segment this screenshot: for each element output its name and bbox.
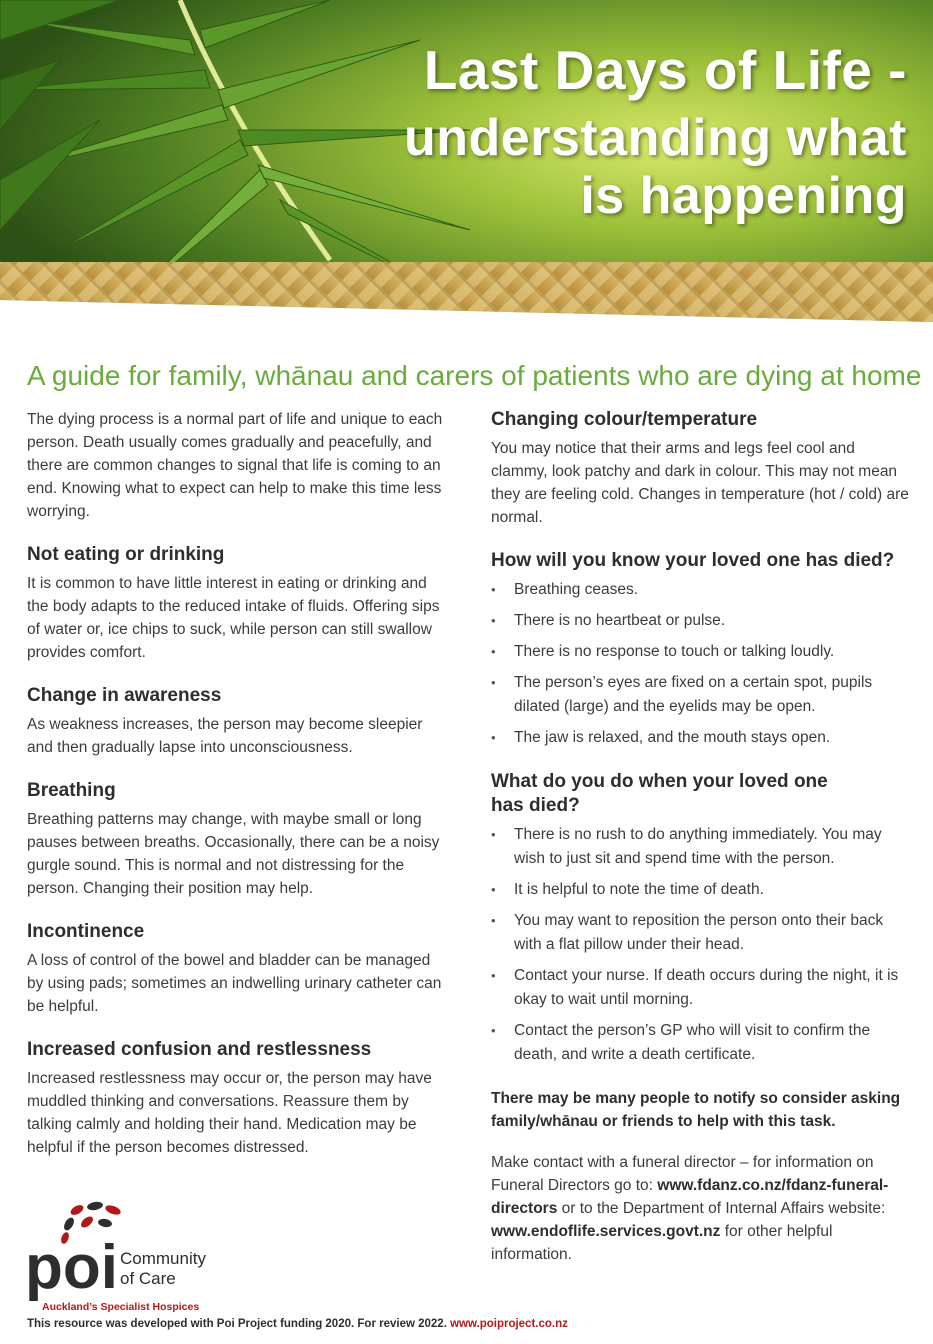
- list-item: • There is no rush to do anything immediately. You may wish to just sit and spend time with the person.: [491, 823, 911, 871]
- section-incontinence: [27, 920, 447, 1018]
- list-item: • Breathing ceases.: [491, 578, 911, 602]
- notify-note: There may be many people to notify so consider asking family/whānau or friends to help with this task.: [491, 1090, 901, 1130]
- funeral-text-3: for other helpful information.: [491, 1223, 833, 1263]
- funeral-info: [491, 1151, 911, 1266]
- logo-line-2: of Care: [120, 1269, 176, 1288]
- poi-logo: [25, 1196, 225, 1316]
- section-heading: Incontinence: [27, 921, 145, 942]
- section-colour: [491, 408, 911, 529]
- title-line-2: understanding what: [404, 109, 907, 167]
- section-heading: Change in awareness: [27, 685, 222, 706]
- footer-url[interactable]: www.poiproject.co.nz: [450, 1318, 568, 1330]
- subtitle: A guide for family, whānau and carers of patients who are dying at home: [27, 360, 922, 391]
- section-body: It is common to have little interest in eating or drinking and the body adapts to the reduced intake of fluids. Offering sips of water or, ice chips to suck, while person can still swallow provides comfort.: [27, 575, 440, 661]
- section-heading: Breathing: [27, 780, 116, 801]
- section-confusion: [27, 1038, 447, 1159]
- logo-mark-text: poi: [25, 1233, 118, 1302]
- list-item: • The jaw is relaxed, and the mouth stays open.: [491, 726, 911, 750]
- title-line-1: Last Days of Life -: [423, 39, 907, 101]
- section-heading: Increased confusion and restlessness: [27, 1039, 372, 1060]
- endoflife-link[interactable]: www.endoflife.services.govt.nz: [491, 1223, 721, 1240]
- footer: [27, 1318, 568, 1330]
- section-how-know: [491, 549, 911, 750]
- section-heading: How will you know your loved one has died?: [491, 550, 895, 571]
- section-body: A loss of control of the bowel and bladder can be managed by using pads; sometimes an indwelling urinary catheter can be helpful.: [27, 952, 442, 1015]
- list-item: • You may want to reposition the person onto their back with a flat pillow under their head.: [491, 909, 911, 957]
- section-body: You may notice that their arms and legs feel cool and clammy, look patchy and dark in colour. This may not mean they are feeling cold. Changes in temperature (hot / cold) are normal.: [491, 440, 909, 526]
- hero-banner: [0, 0, 933, 322]
- list-item: • There is no heartbeat or pulse.: [491, 609, 911, 633]
- bullet-list: [491, 578, 911, 750]
- fdanz-link[interactable]: www.fdanz.co.nz/fdanz-funeral-directors: [491, 1177, 889, 1217]
- section-body: Increased restlessness may occur or, the person may have muddled thinking and conversations. Reassure them by talking calmly and holding their hand. Medication may be helpful if the person becomes distressed.: [27, 1070, 432, 1156]
- section-heading: What do you do when your loved one has died?: [491, 771, 828, 816]
- list-item: • It is helpful to note the time of death.: [491, 878, 911, 902]
- section-heading: Changing colour/temperature: [491, 409, 758, 430]
- bullet-list: [491, 823, 911, 1067]
- intro-text: The dying process is a normal part of life and unique to each person. Death usually comes gradually and peacefully, and there are common changes to signal that life is coming to an end. Knowing what to expect can help to make this time less worrying.: [27, 411, 443, 520]
- section-body: As weakness increases, the person may become sleepier and then gradually lapse into unconsciousness.: [27, 716, 423, 756]
- right-column: [491, 408, 911, 1266]
- funeral-text-2: or to the Department of Internal Affairs website:: [557, 1200, 886, 1217]
- left-column: [27, 408, 447, 1179]
- section-what-do: [491, 770, 911, 1067]
- logo-line-1: Community: [120, 1249, 206, 1268]
- list-item: • The person’s eyes are fixed on a certain spot, pupils dilated (large) and the eyelids may be open.: [491, 671, 911, 719]
- title-line-3: is happening: [580, 167, 907, 225]
- funeral-text-1: Make contact with a funeral director – for information on Funeral Directors go to:: [491, 1154, 874, 1194]
- intro-section: [27, 408, 447, 523]
- section-body: Breathing patterns may change, with maybe small or long pauses between breaths. Occasionally, there can be a noisy gurgle sound. This is normal and not distressing for the person. Changing their position may help.: [27, 811, 440, 897]
- list-item: • Contact your nurse. If death occurs during the night, it is okay to wait until morning.: [491, 964, 911, 1012]
- poi-logo-mark: [25, 1196, 225, 1316]
- section-breathing: [27, 779, 447, 900]
- logo-tagline: Auckland’s Specialist Hospices: [42, 1301, 200, 1313]
- footer-text: This resource was developed with Poi Project funding 2020. For review 2022.: [27, 1318, 451, 1330]
- list-item: • Contact the person’s GP who will visit to confirm the death, and write a death certificate.: [491, 1019, 911, 1067]
- list-item: • There is no response to touch or talking loudly.: [491, 640, 911, 664]
- section-awareness: [27, 684, 447, 759]
- section-not-eating: [27, 543, 447, 664]
- section-heading: Not eating or drinking: [27, 544, 225, 565]
